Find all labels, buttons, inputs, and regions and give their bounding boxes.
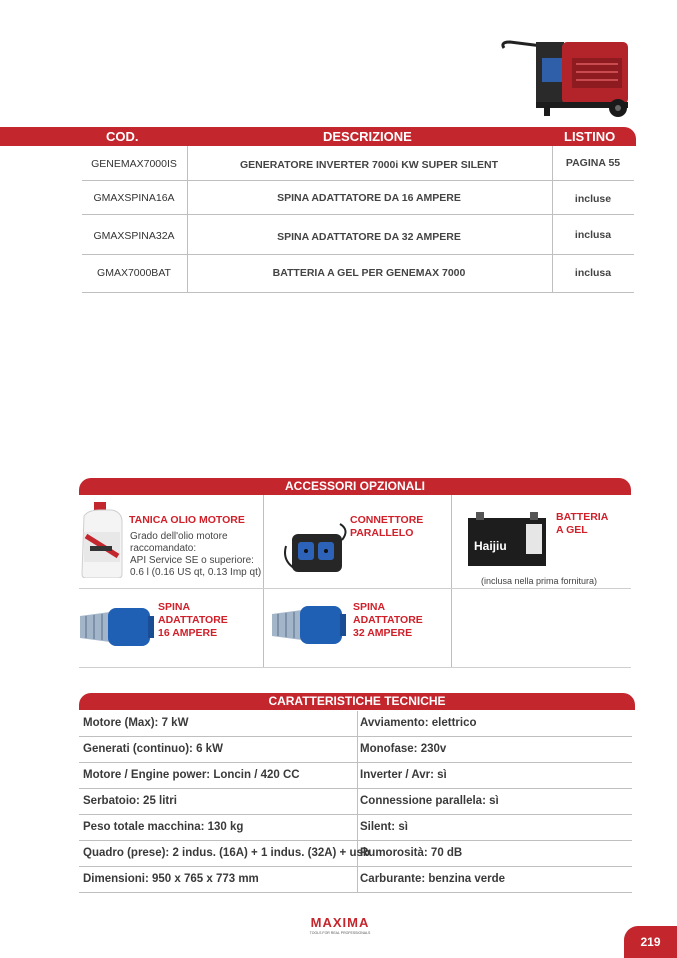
row-price: inclusa <box>574 229 612 241</box>
oil-title: TANICA OLIO MOTORE <box>129 514 245 526</box>
oil-line: 0.6 l (0.16 US qt, 0.13 Imp qt) <box>130 567 262 578</box>
header-price: LISTINO <box>564 129 616 144</box>
accessories-divider <box>451 495 452 667</box>
oil-line: Grado dell'olio motore <box>130 531 228 542</box>
tech-left: Quadro (prese): 2 indus. (16A) + 1 indus. (32A) + usb <box>83 847 370 859</box>
battery-image <box>466 510 548 568</box>
logo-tagline: TOOLS FOR REAL PROFESSIONALS <box>309 931 371 935</box>
page-number: 219 <box>624 926 677 958</box>
plug-32a-title <box>353 601 423 640</box>
tech-header: CARATTERISTICHE TECNICHE <box>79 693 635 710</box>
row-price: inclusa <box>574 267 612 279</box>
row-code: GMAXSPINA16A <box>93 192 175 204</box>
tech-left: Serbatoio: 25 litri <box>83 795 177 807</box>
table-row <box>79 867 632 893</box>
battery-brand: Haijiu <box>474 539 507 553</box>
table-row <box>79 815 632 841</box>
oil-description <box>130 531 261 579</box>
tech-right: Carburante: benzina verde <box>360 873 506 885</box>
tech-left: Dimensioni: 950 x 765 x 773 mm <box>83 873 259 885</box>
row-price: PAGINA 55 <box>565 157 621 169</box>
logo-brand: MAXIMA <box>310 915 370 930</box>
accessories-row-divider <box>79 588 631 589</box>
table-row <box>79 841 632 867</box>
tech-right: Monofase: 230v <box>360 743 447 755</box>
row-price: incluse <box>574 193 612 205</box>
table-row <box>79 789 632 815</box>
tech-right: Rumorosità: 70 dB <box>360 847 463 859</box>
battery-title-line: A GEL <box>556 524 588 536</box>
plug-16a-title-line: ADATTATORE <box>158 614 228 626</box>
row-description: BATTERIA A GEL PER GENEMAX 7000 <box>272 267 466 279</box>
plug-32a-title-line: 32 AMPERE <box>353 627 413 639</box>
connector-title-line: CONNETTORE <box>350 514 424 526</box>
row-code: GENEMAX7000IS <box>91 158 177 170</box>
battery-note: (inclusa nella prima fornitura) <box>481 576 598 586</box>
plug-16a-image <box>78 604 156 650</box>
row-description: GENERATORE INVERTER 7000i KW SUPER SILENT <box>239 159 499 171</box>
tech-left: Motore / Engine power: Loncin / 420 CC <box>83 769 300 781</box>
header-code: COD. <box>106 129 139 144</box>
table-row <box>82 215 634 255</box>
row-code: GMAXSPINA32A <box>93 230 175 242</box>
row-description: SPINA ADATTATORE DA 16 AMPERE <box>277 192 461 204</box>
connector-title-line: PARALLELO <box>350 527 414 539</box>
accessories-header: ACCESSORI OPZIONALI <box>79 478 631 495</box>
oil-can-image <box>80 502 124 578</box>
tech-right: Connessione parallela: sì <box>360 795 499 807</box>
connector-title <box>350 514 423 540</box>
battery-title <box>556 511 608 537</box>
tech-right: Inverter / Avr: sì <box>360 769 447 781</box>
maxima-logo <box>290 914 390 936</box>
table-row <box>82 146 634 181</box>
generator-image <box>496 28 636 118</box>
tech-right: Silent: sì <box>360 821 408 833</box>
row-code: GMAX7000BAT <box>97 267 171 279</box>
plug-32a-title-line: ADATTATORE <box>353 614 423 626</box>
plug-16a-title <box>158 601 228 640</box>
table-row <box>79 737 632 763</box>
table-row <box>79 763 632 789</box>
table-row <box>79 711 632 737</box>
battery-title-line: BATTERIA <box>556 511 609 523</box>
oil-line: raccomandato: <box>130 543 197 554</box>
row-description: SPINA ADATTATORE DA 32 AMPERE <box>277 231 461 243</box>
plug-16a-title-line: 16 AMPERE <box>158 627 218 639</box>
accessories-divider <box>263 495 264 667</box>
table-row <box>82 181 634 215</box>
tech-left: Generati (continuo): 6 kW <box>83 743 223 755</box>
oil-line: API Service SE o superiore: <box>130 555 254 566</box>
table-row <box>82 255 634 293</box>
tech-right: Avviamento: elettrico <box>360 717 477 729</box>
price-table-header <box>0 127 636 146</box>
plug-16a-title-line: SPINA <box>158 601 191 613</box>
tech-left: Peso totale macchina: 130 kg <box>83 821 244 833</box>
header-description: DESCRIZIONE <box>323 129 412 144</box>
plug-32a-title-line: SPINA <box>353 601 386 613</box>
parallel-connector-image <box>284 520 348 576</box>
plug-32a-image <box>270 602 348 648</box>
tech-left: Motore (Max): 7 kW <box>83 717 189 729</box>
